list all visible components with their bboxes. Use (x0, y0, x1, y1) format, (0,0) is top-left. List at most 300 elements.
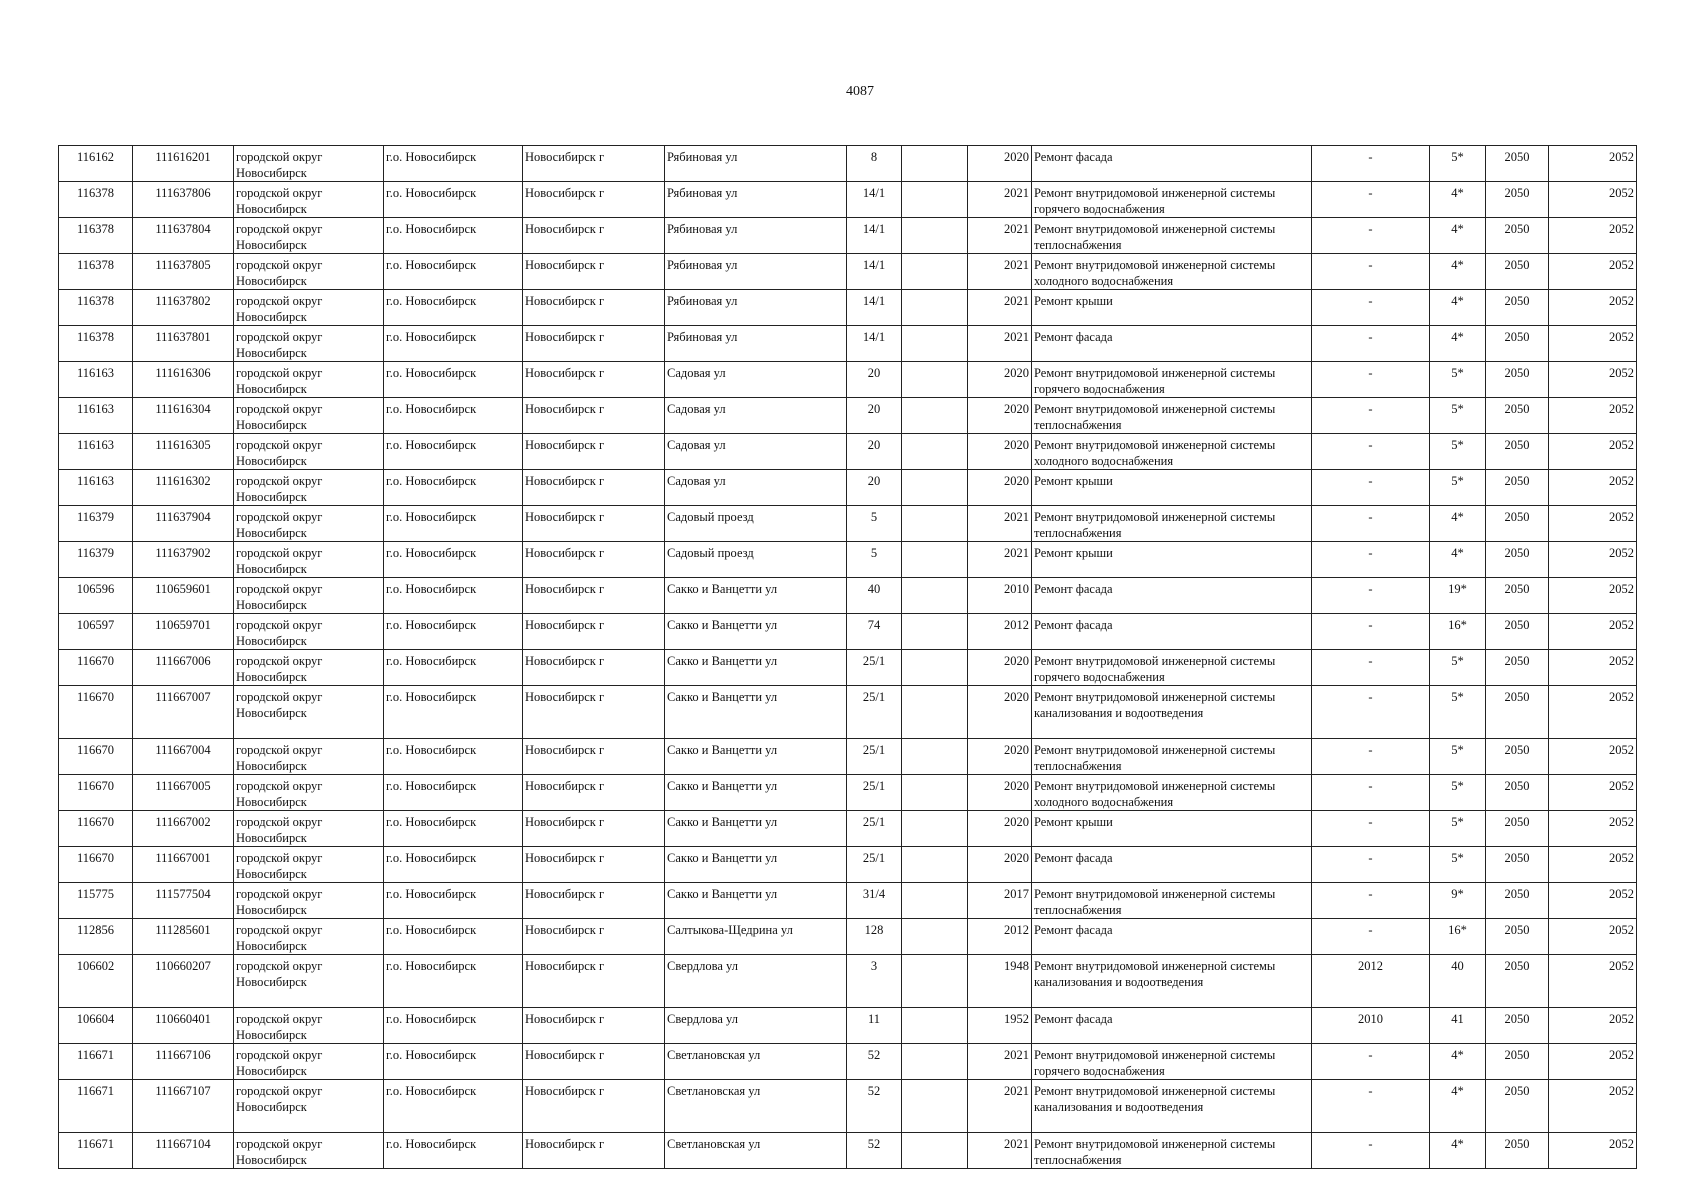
cell-plan-from: 2050 (1486, 218, 1549, 254)
cell-plan-to: 2052 (1549, 1080, 1637, 1133)
cell-last-repair: - (1312, 146, 1430, 182)
cell-house: 20 (847, 398, 902, 434)
cell-work-type: Ремонт внутридомовой инженерной системы горячего водоснабжения (1032, 362, 1312, 398)
cell-plan-from: 2050 (1486, 919, 1549, 955)
cell-city: Новосибирск г (523, 506, 665, 542)
cell-city: Новосибирск г (523, 326, 665, 362)
cell-year-built: 2021 (968, 254, 1032, 290)
cell-code: 110659601 (133, 578, 234, 614)
cell-building (902, 955, 968, 1008)
cell-work-type: Ремонт внутридомовой инженерной системы холодного водоснабжения (1032, 254, 1312, 290)
cell-municipality: г.о. Новосибирск (384, 1008, 523, 1044)
cell-district: городской округ Новосибирск (234, 398, 384, 434)
cell-municipality: г.о. Новосибирск (384, 1133, 523, 1169)
cell-plan-from: 2050 (1486, 362, 1549, 398)
cell-age: 19* (1430, 578, 1486, 614)
cell-plan-from: 2050 (1486, 290, 1549, 326)
table-row (59, 218, 1637, 254)
cell-municipality: г.о. Новосибирск (384, 847, 523, 883)
cell-district: городской округ Новосибирск (234, 847, 384, 883)
cell-district: городской округ Новосибирск (234, 254, 384, 290)
cell-building (902, 739, 968, 775)
cell-age: 40 (1430, 955, 1486, 1008)
cell-work-type: Ремонт фасада (1032, 326, 1312, 362)
cell-age: 5* (1430, 434, 1486, 470)
cell-id: 116670 (59, 811, 133, 847)
cell-city: Новосибирск г (523, 362, 665, 398)
cell-building (902, 182, 968, 218)
cell-plan-from: 2050 (1486, 254, 1549, 290)
cell-district: городской округ Новосибирск (234, 218, 384, 254)
cell-street: Сакко и Ванцетти ул (665, 578, 847, 614)
cell-age: 4* (1430, 290, 1486, 326)
cell-house: 128 (847, 919, 902, 955)
cell-age: 41 (1430, 1008, 1486, 1044)
cell-plan-from: 2050 (1486, 650, 1549, 686)
cell-municipality: г.о. Новосибирск (384, 650, 523, 686)
cell-plan-from: 2050 (1486, 739, 1549, 775)
cell-district: городской округ Новосибирск (234, 506, 384, 542)
cell-street: Сакко и Ванцетти ул (665, 614, 847, 650)
cell-code: 111637802 (133, 290, 234, 326)
cell-building (902, 542, 968, 578)
cell-age: 9* (1430, 883, 1486, 919)
cell-id: 116163 (59, 362, 133, 398)
cell-work-type: Ремонт крыши (1032, 470, 1312, 506)
cell-age: 16* (1430, 919, 1486, 955)
cell-age: 4* (1430, 218, 1486, 254)
cell-city: Новосибирск г (523, 1133, 665, 1169)
cell-code: 110660207 (133, 955, 234, 1008)
cell-plan-to: 2052 (1549, 847, 1637, 883)
table-row (59, 578, 1637, 614)
cell-municipality: г.о. Новосибирск (384, 506, 523, 542)
cell-last-repair: - (1312, 847, 1430, 883)
cell-year-built: 2021 (968, 1080, 1032, 1133)
cell-code: 111667006 (133, 650, 234, 686)
cell-code: 111616201 (133, 146, 234, 182)
cell-code: 111667104 (133, 1133, 234, 1169)
cell-id: 116163 (59, 398, 133, 434)
cell-house: 5 (847, 506, 902, 542)
cell-id: 112856 (59, 919, 133, 955)
cell-district: городской округ Новосибирск (234, 1008, 384, 1044)
cell-house: 25/1 (847, 847, 902, 883)
cell-id: 116379 (59, 506, 133, 542)
cell-code: 111616305 (133, 434, 234, 470)
cell-plan-from: 2050 (1486, 1008, 1549, 1044)
cell-work-type: Ремонт фасада (1032, 919, 1312, 955)
cell-district: городской округ Новосибирск (234, 1044, 384, 1080)
cell-building (902, 218, 968, 254)
cell-street: Сакко и Ванцетти ул (665, 811, 847, 847)
cell-building (902, 290, 968, 326)
cell-building (902, 1080, 968, 1133)
cell-id: 116378 (59, 290, 133, 326)
cell-year-built: 2021 (968, 290, 1032, 326)
cell-street: Садовая ул (665, 470, 847, 506)
cell-last-repair: - (1312, 686, 1430, 739)
cell-code: 111637902 (133, 542, 234, 578)
table-row (59, 650, 1637, 686)
cell-last-repair: - (1312, 614, 1430, 650)
cell-street: Садовая ул (665, 398, 847, 434)
registry-table (58, 145, 1637, 1169)
cell-last-repair: 2012 (1312, 955, 1430, 1008)
cell-plan-to: 2052 (1549, 955, 1637, 1008)
cell-work-type: Ремонт фасада (1032, 847, 1312, 883)
cell-code: 110660401 (133, 1008, 234, 1044)
cell-work-type: Ремонт внутридомовой инженерной системы холодного водоснабжения (1032, 775, 1312, 811)
cell-house: 20 (847, 470, 902, 506)
cell-work-type: Ремонт крыши (1032, 542, 1312, 578)
cell-building (902, 1044, 968, 1080)
cell-age: 4* (1430, 1133, 1486, 1169)
cell-district: городской округ Новосибирск (234, 434, 384, 470)
table-row (59, 1044, 1637, 1080)
cell-city: Новосибирск г (523, 290, 665, 326)
cell-building (902, 398, 968, 434)
cell-building (902, 470, 968, 506)
cell-id: 116671 (59, 1133, 133, 1169)
table-row (59, 398, 1637, 434)
cell-code: 111616302 (133, 470, 234, 506)
cell-house: 5 (847, 542, 902, 578)
cell-code: 111667002 (133, 811, 234, 847)
cell-municipality: г.о. Новосибирск (384, 686, 523, 739)
cell-code: 111667004 (133, 739, 234, 775)
cell-city: Новосибирск г (523, 955, 665, 1008)
cell-municipality: г.о. Новосибирск (384, 811, 523, 847)
cell-house: 14/1 (847, 290, 902, 326)
cell-building (902, 811, 968, 847)
cell-municipality: г.о. Новосибирск (384, 883, 523, 919)
cell-code: 111637804 (133, 218, 234, 254)
cell-age: 5* (1430, 470, 1486, 506)
cell-municipality: г.о. Новосибирск (384, 542, 523, 578)
cell-id: 116163 (59, 434, 133, 470)
cell-code: 110659701 (133, 614, 234, 650)
cell-house: 40 (847, 578, 902, 614)
table-row (59, 290, 1637, 326)
cell-building (902, 326, 968, 362)
cell-municipality: г.о. Новосибирск (384, 326, 523, 362)
cell-plan-from: 2050 (1486, 1044, 1549, 1080)
cell-municipality: г.о. Новосибирск (384, 578, 523, 614)
cell-id: 116163 (59, 470, 133, 506)
cell-work-type: Ремонт фасада (1032, 1008, 1312, 1044)
cell-city: Новосибирск г (523, 146, 665, 182)
cell-age: 4* (1430, 182, 1486, 218)
cell-street: Светлановская ул (665, 1080, 847, 1133)
cell-year-built: 2020 (968, 739, 1032, 775)
cell-plan-from: 2050 (1486, 847, 1549, 883)
cell-work-type: Ремонт фасада (1032, 614, 1312, 650)
cell-plan-to: 2052 (1549, 398, 1637, 434)
cell-age: 5* (1430, 775, 1486, 811)
cell-year-built: 2020 (968, 847, 1032, 883)
cell-id: 115775 (59, 883, 133, 919)
cell-street: Светлановская ул (665, 1133, 847, 1169)
cell-plan-to: 2052 (1549, 1044, 1637, 1080)
cell-code: 111667001 (133, 847, 234, 883)
cell-building (902, 775, 968, 811)
cell-house: 25/1 (847, 650, 902, 686)
cell-plan-from: 2050 (1486, 434, 1549, 470)
cell-plan-from: 2050 (1486, 326, 1549, 362)
cell-age: 5* (1430, 686, 1486, 739)
cell-building (902, 506, 968, 542)
cell-plan-from: 2050 (1486, 146, 1549, 182)
cell-city: Новосибирск г (523, 739, 665, 775)
cell-house: 52 (847, 1080, 902, 1133)
cell-district: городской округ Новосибирск (234, 182, 384, 218)
cell-building (902, 686, 968, 739)
cell-last-repair: - (1312, 883, 1430, 919)
cell-year-built: 2020 (968, 650, 1032, 686)
cell-last-repair: - (1312, 182, 1430, 218)
cell-house: 25/1 (847, 739, 902, 775)
cell-year-built: 2021 (968, 542, 1032, 578)
cell-city: Новосибирск г (523, 775, 665, 811)
cell-work-type: Ремонт внутридомовой инженерной системы горячего водоснабжения (1032, 182, 1312, 218)
cell-municipality: г.о. Новосибирск (384, 146, 523, 182)
cell-plan-to: 2052 (1549, 362, 1637, 398)
cell-plan-to: 2052 (1549, 542, 1637, 578)
cell-year-built: 2010 (968, 578, 1032, 614)
cell-city: Новосибирск г (523, 218, 665, 254)
table-row (59, 1133, 1637, 1169)
cell-year-built: 1952 (968, 1008, 1032, 1044)
cell-building (902, 254, 968, 290)
cell-street: Рябиновая ул (665, 182, 847, 218)
cell-plan-to: 2052 (1549, 739, 1637, 775)
cell-last-repair: - (1312, 1080, 1430, 1133)
cell-district: городской округ Новосибирск (234, 1133, 384, 1169)
cell-year-built: 2020 (968, 470, 1032, 506)
cell-building (902, 919, 968, 955)
cell-municipality: г.о. Новосибирск (384, 614, 523, 650)
cell-plan-to: 2052 (1549, 434, 1637, 470)
cell-plan-to: 2052 (1549, 614, 1637, 650)
cell-work-type: Ремонт внутридомовой инженерной системы канализования и водоотведения (1032, 1080, 1312, 1133)
cell-year-built: 2021 (968, 182, 1032, 218)
cell-work-type: Ремонт внутридомовой инженерной системы теплоснабжения (1032, 1133, 1312, 1169)
cell-municipality: г.о. Новосибирск (384, 362, 523, 398)
cell-street: Сакко и Ванцетти ул (665, 739, 847, 775)
cell-last-repair: - (1312, 1044, 1430, 1080)
cell-id: 116670 (59, 739, 133, 775)
cell-house: 14/1 (847, 326, 902, 362)
cell-district: городской округ Новосибирск (234, 470, 384, 506)
cell-work-type: Ремонт внутридомовой инженерной системы теплоснабжения (1032, 398, 1312, 434)
cell-city: Новосибирск г (523, 1008, 665, 1044)
cell-city: Новосибирск г (523, 182, 665, 218)
table-row (59, 739, 1637, 775)
cell-municipality: г.о. Новосибирск (384, 398, 523, 434)
cell-last-repair: - (1312, 434, 1430, 470)
cell-house: 25/1 (847, 811, 902, 847)
cell-house: 8 (847, 146, 902, 182)
cell-plan-from: 2050 (1486, 1080, 1549, 1133)
cell-street: Сакко и Ванцетти ул (665, 650, 847, 686)
cell-last-repair: - (1312, 362, 1430, 398)
cell-age: 5* (1430, 739, 1486, 775)
cell-code: 111667005 (133, 775, 234, 811)
cell-work-type: Ремонт внутридомовой инженерной системы канализования и водоотведения (1032, 955, 1312, 1008)
cell-plan-to: 2052 (1549, 506, 1637, 542)
table-row (59, 1008, 1637, 1044)
cell-last-repair: - (1312, 811, 1430, 847)
cell-district: городской округ Новосибирск (234, 739, 384, 775)
cell-last-repair: - (1312, 775, 1430, 811)
cell-age: 5* (1430, 362, 1486, 398)
cell-work-type: Ремонт крыши (1032, 811, 1312, 847)
cell-city: Новосибирск г (523, 847, 665, 883)
cell-city: Новосибирск г (523, 470, 665, 506)
cell-plan-from: 2050 (1486, 883, 1549, 919)
cell-plan-to: 2052 (1549, 290, 1637, 326)
cell-year-built: 2020 (968, 811, 1032, 847)
cell-street: Садовая ул (665, 362, 847, 398)
cell-street: Рябиновая ул (665, 218, 847, 254)
cell-id: 116378 (59, 326, 133, 362)
table-row (59, 847, 1637, 883)
cell-house: 3 (847, 955, 902, 1008)
table-row (59, 883, 1637, 919)
cell-age: 5* (1430, 398, 1486, 434)
cell-plan-from: 2050 (1486, 775, 1549, 811)
cell-building (902, 883, 968, 919)
cell-district: городской округ Новосибирск (234, 955, 384, 1008)
table-row (59, 362, 1637, 398)
cell-id: 106597 (59, 614, 133, 650)
cell-id: 106602 (59, 955, 133, 1008)
cell-work-type: Ремонт внутридомовой инженерной системы теплоснабжения (1032, 506, 1312, 542)
cell-plan-to: 2052 (1549, 182, 1637, 218)
cell-year-built: 1948 (968, 955, 1032, 1008)
cell-street: Свердлова ул (665, 1008, 847, 1044)
cell-plan-to: 2052 (1549, 919, 1637, 955)
cell-district: городской округ Новосибирск (234, 1080, 384, 1133)
table-row (59, 614, 1637, 650)
cell-age: 4* (1430, 1080, 1486, 1133)
table-row (59, 775, 1637, 811)
cell-district: городской округ Новосибирск (234, 614, 384, 650)
cell-building (902, 146, 968, 182)
cell-id: 116671 (59, 1080, 133, 1133)
cell-district: городской округ Новосибирск (234, 919, 384, 955)
cell-house: 52 (847, 1133, 902, 1169)
cell-city: Новосибирск г (523, 254, 665, 290)
page-number: 4087 (846, 84, 874, 99)
cell-last-repair: - (1312, 254, 1430, 290)
cell-municipality: г.о. Новосибирск (384, 434, 523, 470)
cell-work-type: Ремонт внутридомовой инженерной системы теплоснабжения (1032, 739, 1312, 775)
cell-municipality: г.о. Новосибирск (384, 470, 523, 506)
table-row (59, 506, 1637, 542)
cell-house: 25/1 (847, 686, 902, 739)
cell-plan-from: 2050 (1486, 506, 1549, 542)
cell-building (902, 650, 968, 686)
cell-municipality: г.о. Новосибирск (384, 290, 523, 326)
cell-last-repair: - (1312, 506, 1430, 542)
cell-city: Новосибирск г (523, 811, 665, 847)
cell-plan-to: 2052 (1549, 811, 1637, 847)
cell-id: 116378 (59, 254, 133, 290)
cell-municipality: г.о. Новосибирск (384, 775, 523, 811)
cell-work-type: Ремонт внутридомовой инженерной системы холодного водоснабжения (1032, 434, 1312, 470)
cell-district: городской округ Новосибирск (234, 290, 384, 326)
cell-house: 14/1 (847, 254, 902, 290)
cell-code: 111637801 (133, 326, 234, 362)
cell-work-type: Ремонт внутридомовой инженерной системы горячего водоснабжения (1032, 1044, 1312, 1080)
table-row (59, 1080, 1637, 1133)
cell-year-built: 2020 (968, 146, 1032, 182)
cell-municipality: г.о. Новосибирск (384, 254, 523, 290)
cell-plan-from: 2050 (1486, 470, 1549, 506)
cell-city: Новосибирск г (523, 434, 665, 470)
cell-building (902, 1008, 968, 1044)
cell-id: 116670 (59, 650, 133, 686)
cell-plan-to: 2052 (1549, 686, 1637, 739)
cell-plan-to: 2052 (1549, 775, 1637, 811)
cell-year-built: 2021 (968, 218, 1032, 254)
cell-municipality: г.о. Новосибирск (384, 182, 523, 218)
cell-last-repair: - (1312, 326, 1430, 362)
cell-plan-from: 2050 (1486, 686, 1549, 739)
cell-street: Садовый проезд (665, 506, 847, 542)
cell-last-repair: - (1312, 398, 1430, 434)
cell-house: 14/1 (847, 218, 902, 254)
cell-age: 4* (1430, 254, 1486, 290)
cell-year-built: 2017 (968, 883, 1032, 919)
cell-code: 111637805 (133, 254, 234, 290)
cell-id: 116670 (59, 847, 133, 883)
cell-plan-to: 2052 (1549, 883, 1637, 919)
cell-id: 106604 (59, 1008, 133, 1044)
cell-street: Сакко и Ванцетти ул (665, 847, 847, 883)
cell-age: 5* (1430, 650, 1486, 686)
cell-city: Новосибирск г (523, 650, 665, 686)
cell-year-built: 2012 (968, 614, 1032, 650)
cell-house: 31/4 (847, 883, 902, 919)
cell-age: 4* (1430, 326, 1486, 362)
cell-house: 25/1 (847, 775, 902, 811)
cell-code: 111667107 (133, 1080, 234, 1133)
cell-municipality: г.о. Новосибирск (384, 955, 523, 1008)
cell-code: 111637904 (133, 506, 234, 542)
cell-year-built: 2020 (968, 362, 1032, 398)
cell-work-type: Ремонт крыши (1032, 290, 1312, 326)
cell-year-built: 2012 (968, 919, 1032, 955)
cell-street: Салтыкова-Щедрина ул (665, 919, 847, 955)
table-row (59, 811, 1637, 847)
cell-work-type: Ремонт внутридомовой инженерной системы теплоснабжения (1032, 218, 1312, 254)
table-row (59, 470, 1637, 506)
cell-city: Новосибирск г (523, 542, 665, 578)
table-row (59, 686, 1637, 739)
cell-plan-to: 2052 (1549, 218, 1637, 254)
cell-district: городской округ Новосибирск (234, 650, 384, 686)
cell-plan-from: 2050 (1486, 542, 1549, 578)
table-body (59, 146, 1637, 1169)
cell-plan-to: 2052 (1549, 1133, 1637, 1169)
cell-plan-to: 2052 (1549, 578, 1637, 614)
cell-street: Сакко и Ванцетти ул (665, 775, 847, 811)
cell-street: Рябиновая ул (665, 146, 847, 182)
table-row (59, 542, 1637, 578)
